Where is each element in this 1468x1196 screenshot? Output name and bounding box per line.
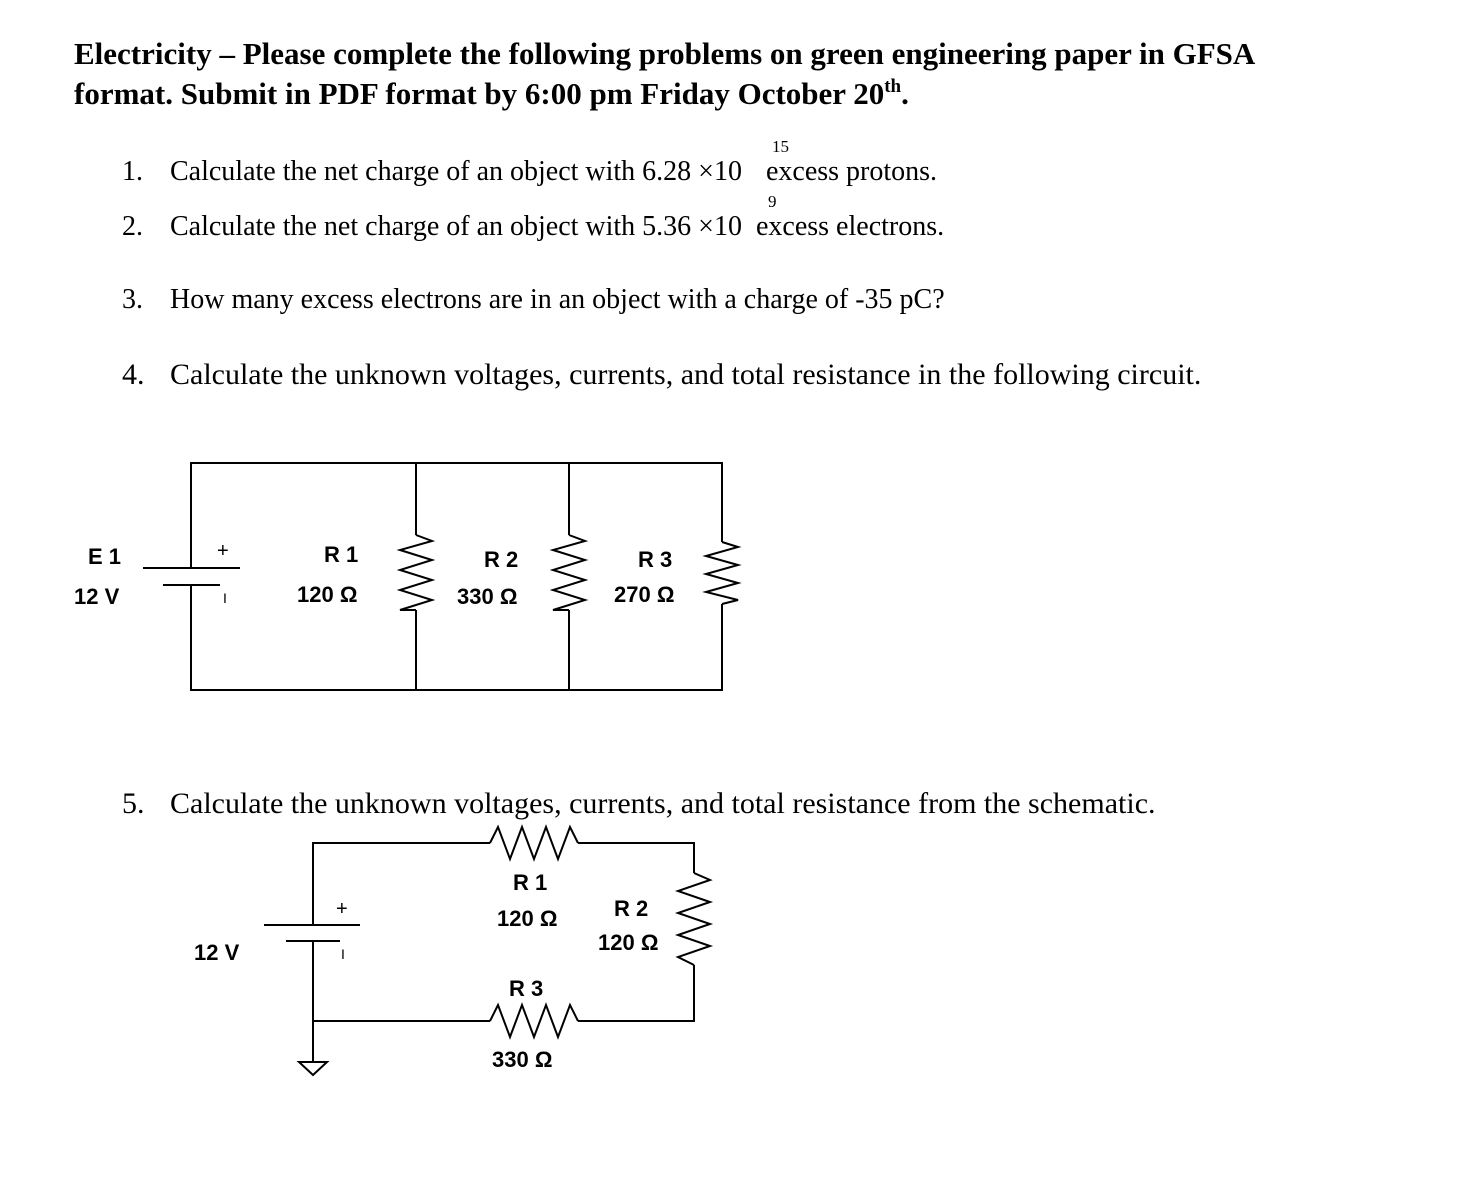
circuit-2-r3-resistor	[490, 1005, 578, 1037]
circuit-1-source-name: E 1	[88, 544, 122, 569]
question-1-text: Calculate the net charge of an object with 6.28 ×10	[170, 156, 742, 187]
circuit-1-source-value: 12 V	[74, 584, 120, 609]
question-3-number: 3.	[122, 284, 143, 315]
question-4-number: 4.	[122, 358, 145, 391]
circuit-1-r1-value: 120 Ω	[297, 582, 358, 607]
circuit-2-r2-value: 120 Ω	[598, 930, 659, 955]
title-superscript: th	[884, 76, 902, 97]
circuit-1-r1-name: R 1	[324, 542, 359, 567]
question-1-tail: excess protons.	[765, 156, 938, 187]
circuit-2-r1-value: 120 Ω	[497, 906, 558, 931]
circuit-2-source-value: 12 V	[194, 940, 240, 965]
question-3-text: How many excess electrons are in an object with a charge of -35 pC?	[170, 284, 945, 315]
title-line-1: Electricity – Please complete the following problems on green engineering paper in GFSA	[74, 36, 1256, 71]
circuit-2-battery-symbol	[264, 925, 360, 941]
q1-exponent: 15	[772, 137, 789, 156]
ground-symbol	[299, 1062, 327, 1075]
circuit-1-minus-sign: I	[223, 590, 227, 606]
circuit-1-battery-symbol	[143, 568, 240, 585]
circuit-1-r1-resistor	[400, 535, 432, 610]
circuit-2-minus-sign: I	[341, 946, 345, 962]
question-2-tail: excess electrons.	[755, 211, 945, 242]
circuit-2-r2-resistor	[678, 873, 710, 965]
question-1-number: 1.	[122, 156, 143, 187]
circuit-2-r3-value: 330 Ω	[492, 1047, 553, 1072]
question-2-number: 2.	[122, 211, 143, 242]
question-5-text: Calculate the unknown voltages, currents, and total resistance from the schematic.	[170, 787, 1156, 820]
question-4-text: Calculate the unknown voltages, currents, and total resistance in the following circuit.	[170, 358, 1202, 391]
circuit-2-r2-name: R 2	[614, 896, 649, 921]
title-end: .	[901, 76, 909, 111]
question-2-text: Calculate the net charge of an object with 5.36 ×10	[170, 211, 742, 242]
title-line-2-text: format. Submit in PDF format by 6:00 pm Friday October 20	[74, 76, 885, 111]
circuit-1-r3-name: R 3	[638, 547, 673, 572]
circuit-1-wires	[191, 463, 722, 690]
circuit-1-r3-value: 270 Ω	[614, 582, 675, 607]
circuit-2-r3-name: R 3	[509, 976, 544, 1001]
circuit-1-plus-sign: +	[217, 540, 229, 562]
circuit-1-r2-name: R 2	[484, 547, 519, 572]
circuit-1-r2-value: 330 Ω	[457, 584, 518, 609]
question-5-number: 5.	[122, 787, 145, 820]
circuit-1-r2-resistor	[553, 535, 585, 610]
circuit-2-r1-resistor	[490, 827, 578, 859]
circuit-1-r3-resistor	[706, 542, 738, 604]
circuit-2-plus-sign: +	[336, 898, 348, 920]
q2-exponent: 9	[768, 192, 777, 211]
circuit-2-r1-name: R 1	[513, 870, 548, 895]
